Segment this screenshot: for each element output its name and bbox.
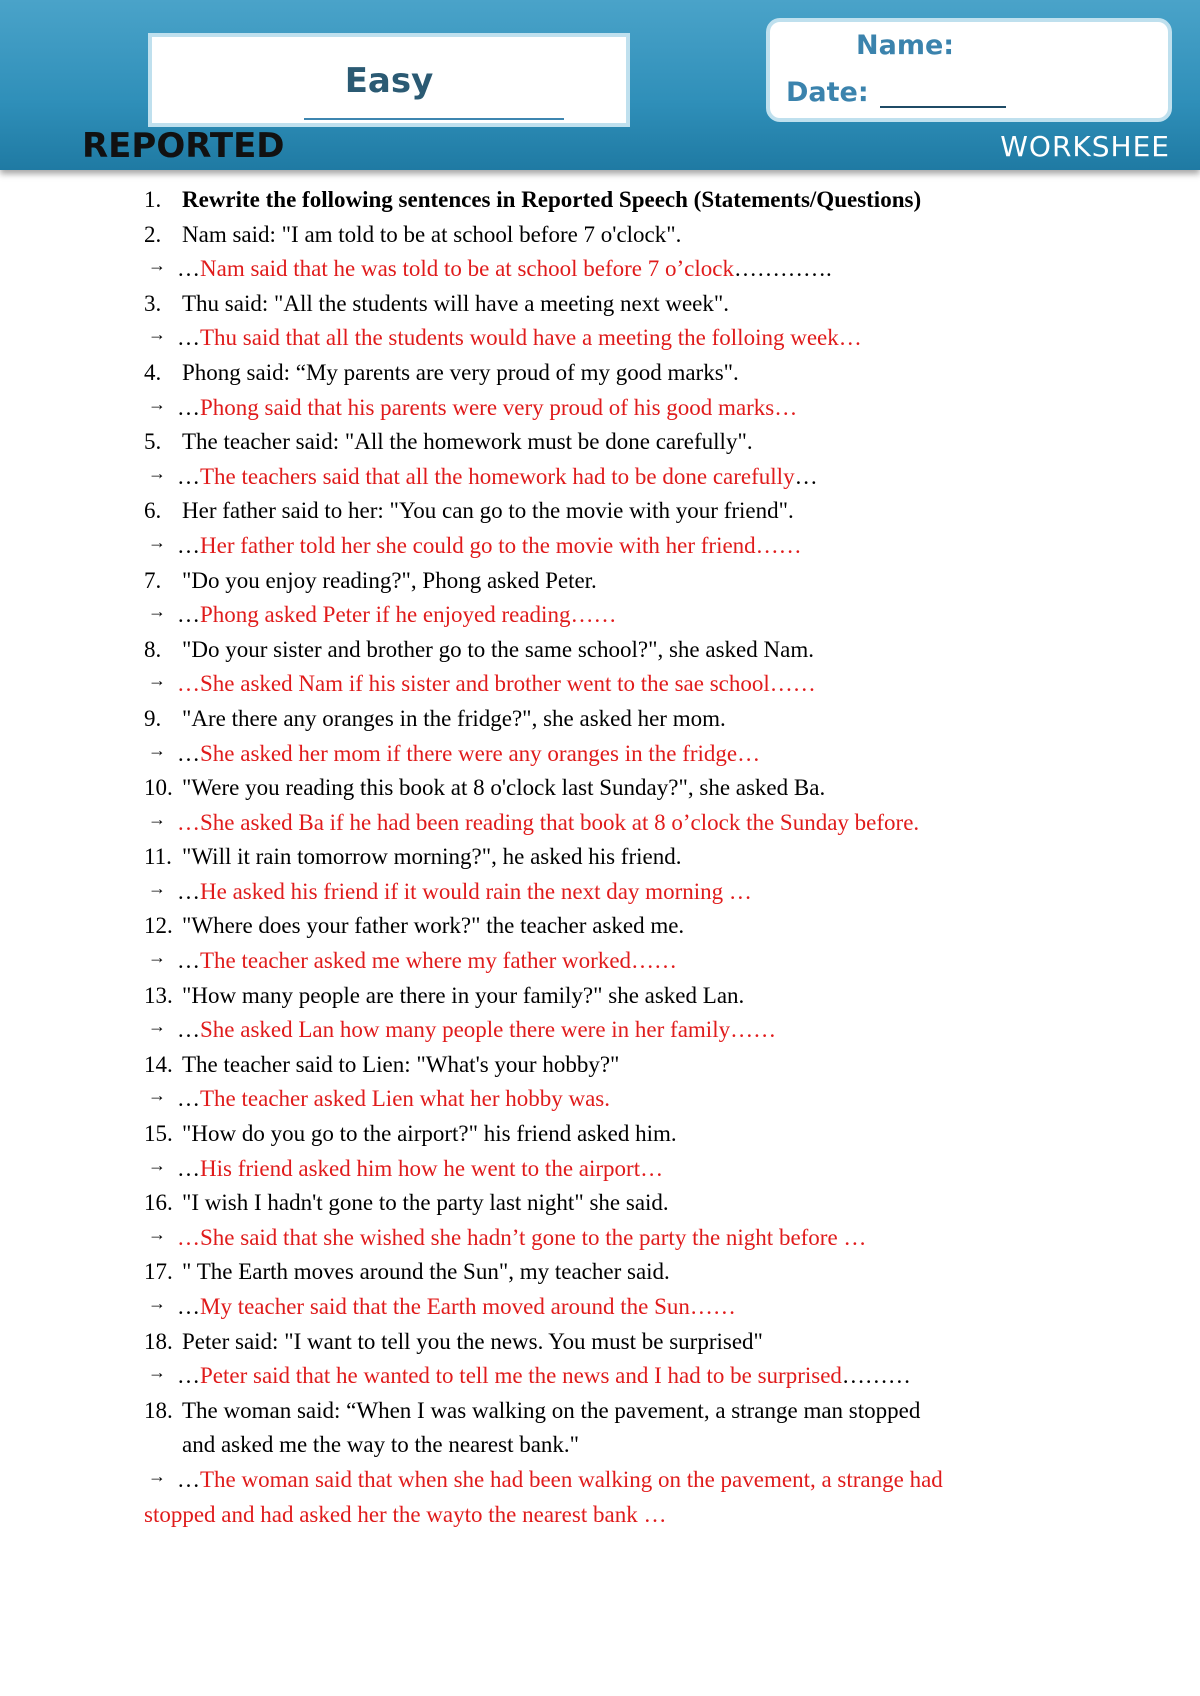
question-text: "Do your sister and brother go to the same school?", she asked Nam. (182, 636, 814, 662)
question-line (0, 979, 1200, 1014)
answer-content (177, 1359, 911, 1394)
question-text: "Do you enjoy reading?", Phong asked Peter. (182, 567, 597, 593)
arrow-icon: → (148, 324, 166, 345)
answer-line (0, 460, 1200, 495)
answer-content (177, 737, 760, 772)
answer-lead: … (177, 602, 200, 628)
answer-text: She asked her mom if there were any oranges in the fridge… (200, 740, 761, 766)
answer-lead: … (177, 532, 200, 558)
answer-line (0, 875, 1200, 910)
question-line (0, 1186, 1200, 1221)
answer-text: The woman said that when she had been walking on the pavement, a strange had (200, 1466, 943, 1492)
question-line (0, 1255, 1200, 1290)
arrow-icon: → (148, 1154, 166, 1175)
question-text: Thu said: "All the students will have a meeting next week". (182, 290, 730, 316)
question-line (0, 1048, 1200, 1083)
answer-content (177, 1290, 736, 1325)
answer-lead: … (177, 740, 200, 766)
question-text: The woman said: “When I was walking on the pavement, a strange man stopped (182, 1397, 921, 1423)
answer-content (177, 1082, 610, 1117)
answer-content (177, 391, 797, 426)
answer-text: stopped and had asked her the wayto the nearest bank … (144, 1501, 667, 1527)
answer-lead: … (177, 1466, 200, 1492)
question-number: 18. (144, 1328, 173, 1354)
question-number: 5. (144, 429, 162, 455)
answer-line (0, 1463, 1200, 1498)
level-label: Easy (344, 61, 434, 101)
answer-line (0, 737, 1200, 772)
arrow-icon: → (148, 670, 166, 691)
question-number: 4. (144, 359, 162, 385)
question-line-continued (0, 1428, 1200, 1463)
answer-line (0, 321, 1200, 356)
answer-line (0, 529, 1200, 564)
answer-text: The teacher asked me where my father worked…… (200, 948, 678, 974)
question-text: " The Earth moves around the Sun", my teacher said. (182, 1259, 670, 1285)
answer-lead: … (177, 1294, 200, 1319)
instruction-number: 1. (144, 187, 162, 212)
answer-lead: … (177, 1155, 200, 1181)
answer-content (177, 806, 919, 841)
arrow-icon: → (148, 1085, 166, 1106)
answer-lead: … (177, 256, 200, 282)
answer-text: …She said that she wished she hadn’t gone to the party the night before … (177, 1224, 867, 1250)
question-number: 12. (144, 913, 173, 939)
answer-line (0, 667, 1200, 702)
answer-text: Her father told her she could go to the movie with her friend…… (200, 532, 802, 558)
answer-line (0, 944, 1200, 979)
arrow-icon: → (148, 808, 166, 829)
question-text: Her father said to her: "You can go to the movie with your friend". (182, 498, 794, 524)
question-number: 6. (144, 498, 162, 524)
question-line (0, 771, 1200, 806)
answer-text: …She asked Nam if his sister and brother went to the sae school…… (177, 671, 816, 697)
question-text: "Where does your father work?" the teacher asked me. (182, 913, 685, 939)
question-line (0, 564, 1200, 599)
question-number: 17. (144, 1259, 173, 1285)
level-box (148, 33, 630, 127)
answer-lead: … (177, 394, 200, 420)
answer-lead: … (177, 325, 200, 351)
question-number: 13. (144, 982, 173, 1008)
question-number: 8. (144, 636, 162, 662)
answer-content (177, 598, 616, 633)
answer-line (0, 1359, 1200, 1394)
arrow-icon: → (148, 601, 166, 622)
question-line (0, 494, 1200, 529)
answer-lead: … (177, 948, 200, 974)
question-line (0, 1325, 1200, 1360)
answer-line (0, 1013, 1200, 1048)
answer-line (0, 1221, 1200, 1256)
answer-text: Thu said that all the students would have a meeting the folloing week… (200, 325, 862, 351)
question-number: 16. (144, 1190, 173, 1216)
arrow-icon: → (148, 393, 166, 414)
question-text: "Will it rain tomorrow morning?", he asked his friend. (182, 844, 682, 870)
question-text: Nam said: "I am told to be at school before 7 o'clock". (182, 221, 682, 247)
answer-content (177, 1221, 866, 1256)
question-line (0, 218, 1200, 253)
answer-content (177, 944, 677, 979)
answer-content (177, 460, 818, 495)
name-label: Name: (856, 30, 955, 61)
question-number: 10. (144, 775, 173, 801)
exercise-list (0, 183, 1200, 1532)
arrow-icon: → (148, 1465, 166, 1486)
answer-trail: ……… (841, 1363, 911, 1389)
name-date-box (766, 18, 1172, 122)
answer-text: He asked his friend if it would rain the next day morning … (200, 878, 752, 904)
answer-line (0, 1290, 1200, 1325)
answer-line (0, 391, 1200, 426)
answer-lead: … (177, 1363, 200, 1389)
arrow-icon: → (148, 877, 166, 898)
question-text: "How many people are there in your family?" she asked Lan. (182, 982, 745, 1008)
answer-text: Phong asked Peter if he enjoyed reading…… (200, 602, 617, 628)
question-text: "I wish I hadn't gone to the party last night" she said. (182, 1190, 669, 1216)
question-line (0, 356, 1200, 391)
answer-text: Phong said that his parents were very proud of his good marks… (200, 394, 798, 420)
answer-text: His friend asked him how he went to the airport… (200, 1155, 664, 1181)
question-text: Phong said: “My parents are very proud of my good marks". (182, 359, 739, 385)
answer-line (0, 598, 1200, 633)
answer-line (0, 1082, 1200, 1117)
answer-trail: …………. (733, 256, 832, 282)
answer-text: The teacher asked Lien what her hobby was. (200, 1086, 611, 1112)
question-line (0, 909, 1200, 944)
answer-text: She asked Lan how many people there were in her family…… (200, 1017, 777, 1043)
question-number: 9. (144, 705, 162, 731)
instruction-text: Rewrite the following sentences in Reported Speech (Statements/Questions) (182, 187, 922, 212)
question-number: 15. (144, 1121, 173, 1147)
question-line (0, 633, 1200, 668)
answer-content (177, 875, 752, 910)
question-text: The teacher said to Lien: "What's your hobby?" (182, 1051, 620, 1077)
question-number: 2. (144, 221, 162, 247)
answer-text: …She asked Ba if he had been reading that book at 8 o’clock the Sunday before. (177, 809, 920, 835)
question-number: 11. (144, 844, 172, 870)
level-underline (304, 118, 564, 120)
question-line (0, 287, 1200, 322)
date-blank-line (880, 106, 1006, 108)
answer-content (177, 321, 862, 356)
question-text: Peter said: "I want to tell you the news. You must be surprised" (182, 1328, 763, 1354)
answer-lead: … (177, 878, 200, 904)
question-number: 18. (144, 1397, 173, 1423)
answer-trail: … (794, 463, 818, 489)
question-number: 3. (144, 290, 162, 316)
question-text: "Are there any oranges in the fridge?", she asked her mom. (182, 705, 726, 731)
arrow-icon: → (148, 1016, 166, 1037)
answer-lead: … (177, 1086, 200, 1112)
question-line (0, 425, 1200, 460)
arrow-icon: → (148, 739, 166, 760)
answer-content (177, 1463, 943, 1498)
answer-line-continued (0, 1498, 1200, 1533)
answer-text: The teachers said that all the homework had to be done carefully (200, 463, 795, 489)
answer-content (177, 252, 832, 287)
arrow-icon: → (148, 1223, 166, 1244)
answer-line (0, 1152, 1200, 1187)
answer-lead: … (177, 1017, 200, 1043)
question-text: and asked me the way to the nearest bank." (182, 1432, 580, 1458)
question-text: "How do you go to the airport?" his friend asked him. (182, 1121, 677, 1147)
answer-text: Peter said that he wanted to tell me the news and I had to be surprised (200, 1363, 842, 1389)
question-text: "Were you reading this book at 8 o'clock last Sunday?", she asked Ba. (182, 775, 826, 801)
question-number: 14. (144, 1051, 173, 1077)
answer-text: Nam said that he was told to be at school before 7 o’clock (200, 256, 734, 282)
answer-content (177, 1013, 776, 1048)
arrow-icon: → (148, 1362, 166, 1383)
answer-text: My teacher said that the Earth moved around the Sun…… (200, 1294, 736, 1319)
answer-line (0, 806, 1200, 841)
worksheet-label: WORKSHEE (1000, 130, 1170, 163)
question-text: The teacher said: "All the homework must be done carefully". (182, 429, 753, 455)
arrow-icon: → (148, 1293, 166, 1313)
arrow-icon: → (148, 462, 166, 483)
question-line (0, 840, 1200, 875)
arrow-icon: → (148, 947, 166, 968)
date-label: Date: (786, 77, 869, 108)
worksheet-title: REPORTED (82, 126, 285, 166)
arrow-icon: → (148, 531, 166, 552)
answer-line (0, 252, 1200, 287)
answer-content (177, 667, 816, 702)
answer-content (177, 529, 802, 564)
answer-lead: … (177, 463, 200, 489)
arrow-icon: → (148, 255, 166, 276)
question-line (0, 1117, 1200, 1152)
answer-content (177, 1152, 663, 1187)
question-number: 7. (144, 567, 162, 593)
question-line (0, 702, 1200, 737)
question-line (0, 1394, 1200, 1429)
instruction-line (0, 183, 1200, 218)
